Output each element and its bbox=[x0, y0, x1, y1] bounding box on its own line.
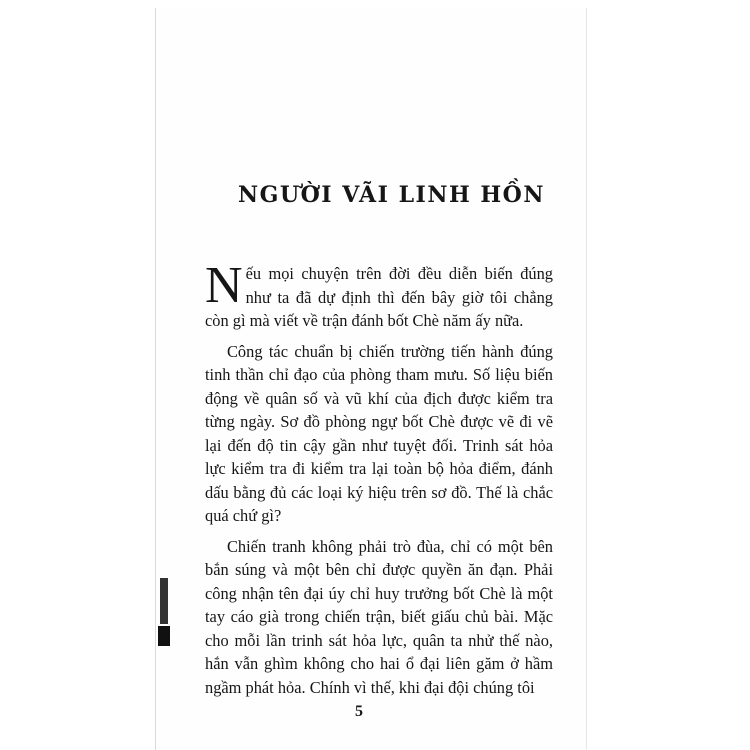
body-text bbox=[205, 257, 553, 706]
paragraph-3: Chiến tranh không phải trò đùa, chỉ có một bên bắn súng và một bên chỉ được quyền ăn đạn. Phải công nhận tên đại úy chỉ huy trưởng bốt Chè là một tay cáo già trong chiến trận, biết giấu chủ bài. Mặc cho mỗi lần trinh sát hỏa lực, quân ta nhử thế nào, hắn vẫn ghìm không cho hai ổ đại liên găm ở hầm ngầm phát hỏa. Chính vì thế, khi đại đội chúng tôi bbox=[205, 536, 553, 697]
paragraph-1-text: ếu mọi chuyện trên đời đều diễn biến đúng như ta đã dự định thì đến bây giờ tôi chẳng còn gì mà viết về trận đánh bốt Chè năm ấy nữa. bbox=[205, 264, 553, 330]
page-number: 5 bbox=[355, 703, 363, 720]
spine-label-strip bbox=[160, 578, 168, 624]
spine-edge bbox=[157, 578, 171, 668]
paragraph-1 bbox=[205, 257, 553, 333]
drop-cap: N bbox=[205, 257, 243, 314]
paragraph-2: Công tác chuẩn bị chiến trường tiến hành đúng tinh thần chỉ đạo của phòng tham mưu. Số liệu biến động về quân số và vũ khí của địch được kiểm tra từng ngày. Sơ đồ phòng ngự bốt Chè được vẽ đi vẽ lại đến độ tin cậy gần như tuyệt đối. Trinh sát hỏa lực kiểm tra đi kiểm tra lại toàn bộ hỏa điểm, đánh dấu bằng đủ các loại ký hiệu trên sơ đồ. Thế là chắc quá chứ gì? bbox=[205, 341, 553, 525]
spine-logo-block bbox=[158, 626, 170, 646]
chapter-title: NGƯỜI VÃI LINH HỒN bbox=[238, 182, 545, 208]
